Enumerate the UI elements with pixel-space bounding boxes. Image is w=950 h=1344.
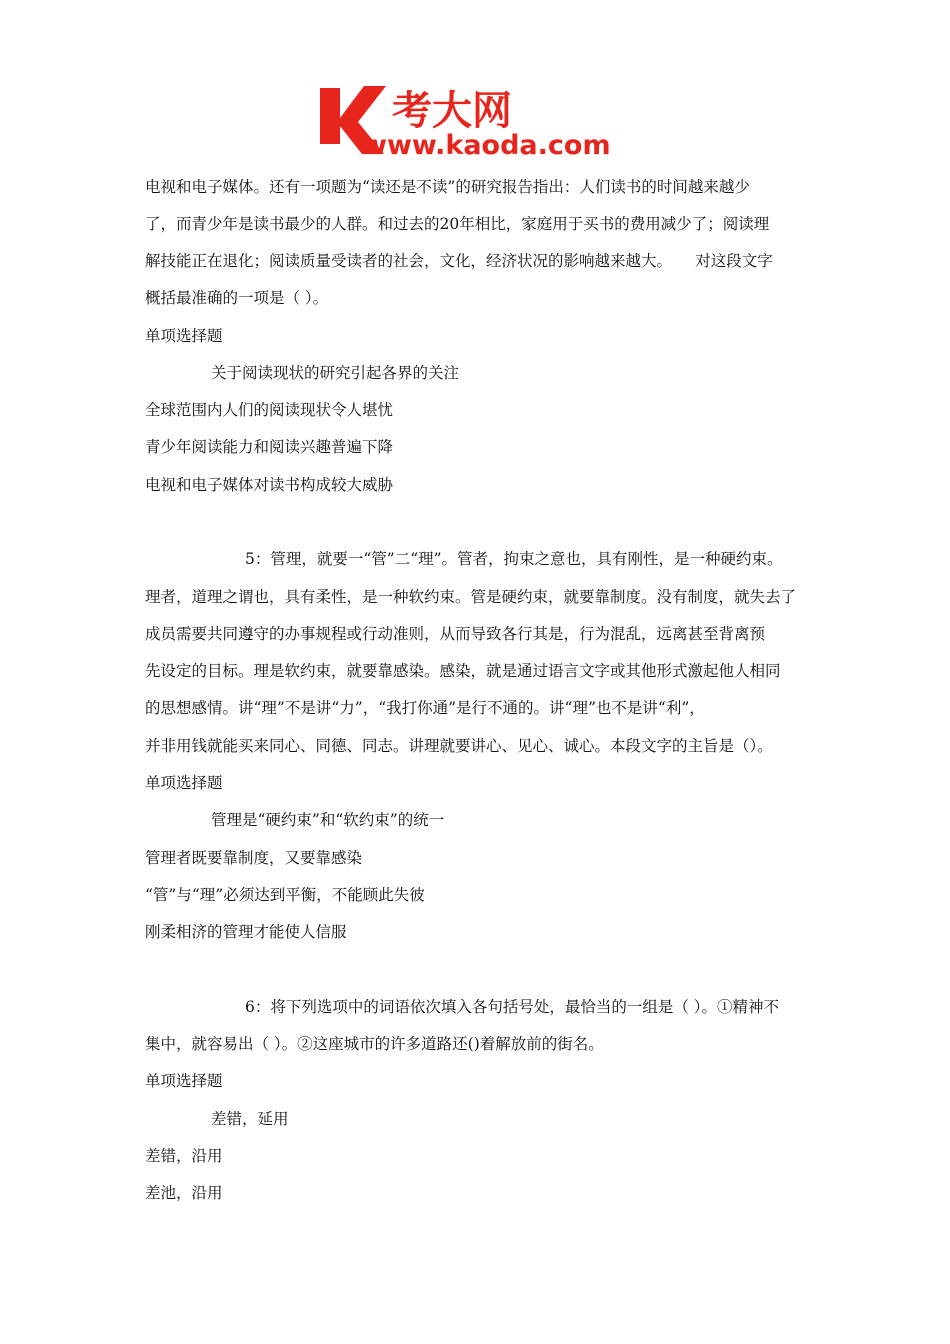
q4-question-type: 单项选择题	[145, 327, 223, 345]
q5-option: “管”与“理”必须达到平衡，不能顾此失彼	[145, 886, 425, 904]
q6-text-line: 6：将下列选项中的词语依次填入各句括号处，最恰当的一组是（ ）。①精神不	[245, 998, 780, 1016]
q4-text-line: 了，而青少年是读书最少的人群。和过去的20年相比，家庭用于买书的费用减少了；阅读理	[145, 215, 770, 233]
logo-brand-cn: 考大网	[392, 88, 512, 134]
q5-option: 管理是“硬约束”和“软约束”的统一	[211, 811, 445, 829]
logo-brand-url: www.kaoda.com	[362, 130, 611, 160]
q4-text-line: 解技能正在退化；阅读质量受读者的社会，文化，经济状况的影响越来越大。 对这段文字	[145, 252, 773, 270]
q5-question-type: 单项选择题	[145, 774, 223, 792]
q4-option: 电视和电子媒体对读书构成较大威胁	[145, 476, 394, 494]
q5-text-line: 的思想感情。讲“理”不是讲“力”，“我打你通”是行不通的。讲“理”也不是讲“利”，	[145, 699, 705, 717]
q4-option: 全球范围内人们的阅读现状令人堪忧	[145, 401, 394, 419]
q6-text-line: 集中，就容易出（ ）。②这座城市的许多道路还()着解放前的街名。	[145, 1035, 604, 1053]
q5-option: 管理者既要靠制度，又要靠感染	[145, 849, 363, 867]
q6-question-type: 单项选择题	[145, 1072, 223, 1090]
kaoda-logo	[318, 78, 638, 160]
q5-text-line: 理者，道理之谓也，具有柔性，是一种软约束。管是硬约束，就要靠制度。没有制度，就失去了	[145, 588, 797, 606]
q5-text-line: 先设定的目标。理是软约束，就要靠感染。感染，就是通过语言文字或其他形式激起他人相同	[145, 662, 781, 680]
q4-option: 青少年阅读能力和阅读兴趣普遍下降	[145, 438, 394, 456]
q4-text-line: 概括最准确的一项是（ ）。	[145, 289, 329, 307]
q6-option: 差错，延用	[211, 1110, 289, 1128]
q5-option: 刚柔相济的管理才能使人信服	[145, 923, 347, 941]
q4-text-line: 电视和电子媒体。还有一项题为“读还是不读”的研究报告指出：人们读书的时间越来越少	[145, 178, 750, 196]
q6-option: 差池，沿用	[145, 1184, 223, 1202]
q4-option: 关于阅读现状的研究引起各界的关注	[211, 364, 460, 382]
q6-option: 差错，沿用	[145, 1147, 223, 1165]
q5-text-line: 成员需要共同遵守的办事规程或行动准则，从而导致各行其是，行为混乱，远离甚至背离预	[145, 625, 766, 643]
q5-text-line: 5：管理，就要一“管”二“理”。管者，拘束之意也，具有刚性，是一种硬约束。	[245, 550, 783, 568]
q5-text-line: 并非用钱就能买来同心、同德、同志。讲理就要讲心、见心、诚心。本段文字的主旨是（）。	[145, 737, 773, 755]
